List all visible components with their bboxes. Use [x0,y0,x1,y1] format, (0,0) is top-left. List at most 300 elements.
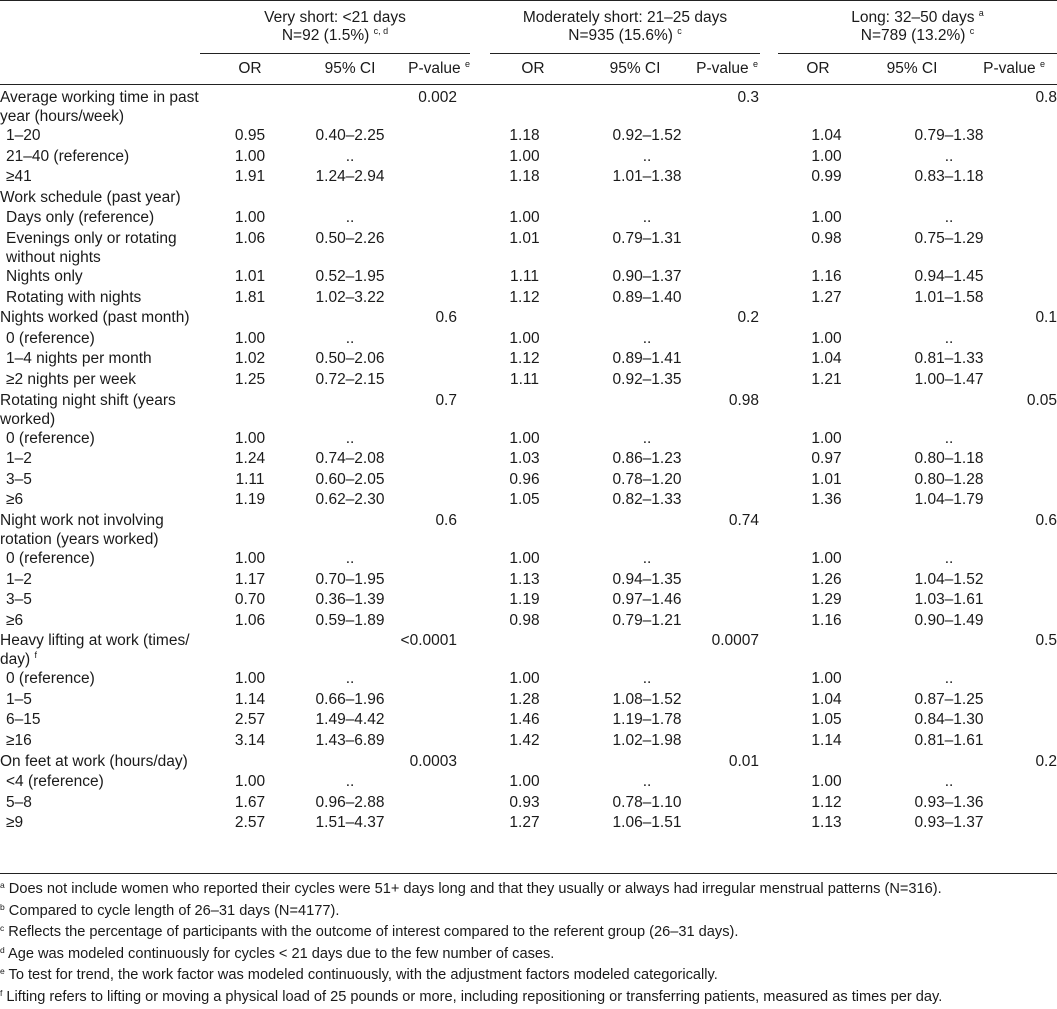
table-row [0,449,1057,470]
ci-cell: .. [944,329,954,347]
pvalue-cell [702,470,759,491]
or-cell: 1.19 [234,491,266,509]
pvalue-cell [1004,549,1057,570]
or-cell: 1.00 [234,329,266,347]
ci-cell: 1.01–1.38 [612,168,682,186]
table-row [0,470,1057,491]
ci-cell: 0.84–1.30 [914,711,984,729]
or-cell: 1.02 [234,350,266,368]
pvalue-cell [1004,167,1057,188]
group-title: Moderately short: 21–25 days [522,9,728,26]
group-title: Very short: <21 days [264,9,406,26]
ci-cell: 1.02–1.98 [612,732,682,750]
pvalue-cell [1004,611,1057,632]
pvalue-cell [400,570,457,591]
or-cell: 1.04 [811,350,842,368]
col-or: OR [806,60,830,77]
table-row [0,793,1057,814]
ci-cell [300,511,400,549]
or-cell: 1.00 [811,209,842,227]
or-cell: 1.00 [509,329,540,347]
ci-cell: 0.75–1.29 [914,229,984,247]
or-cell: 1.00 [509,670,540,688]
ci-cell: 0.86–1.23 [612,450,682,468]
or-cell: 1.05 [811,711,842,729]
or-cell [759,752,894,773]
ci-cell: .. [345,549,355,567]
ci-cell [300,752,400,773]
ci-cell: .. [944,549,954,567]
row-label: <4 (reference) [6,773,104,791]
section-label: Nights worked (past month) [0,309,190,327]
ci-cell: 0.93–1.37 [914,814,984,832]
table-section-row [0,391,1057,429]
or-cell: 0.95 [234,127,266,144]
table-section-row [0,88,1057,126]
table-row [0,229,1057,267]
pvalue-cell [702,710,759,731]
table-row [0,669,1057,690]
ci-cell [300,188,400,209]
pvalue-cell: 0.002 [418,89,457,106]
or-cell: 1.12 [509,288,540,306]
section-label: Rotating night shift (years worked) [0,391,176,428]
ci-cell: 0.79–1.21 [612,611,682,629]
row-label: 0 (reference) [6,670,95,688]
or-cell: 1.25 [234,370,266,388]
or-cell: 1.04 [811,690,842,708]
or-cell [200,308,300,329]
group-header-very-short [200,9,470,45]
table-row [0,147,1057,168]
row-label: ≥9 [6,814,24,832]
pvalue-cell [1004,126,1057,147]
footnotes [0,873,1057,1009]
ci-cell: 1.04–1.79 [914,491,984,509]
section-label: On feet at work (hours/day) [0,752,188,770]
ci-cell: .. [642,670,652,688]
ci-cell [592,188,702,209]
ci-cell: 0.50–2.26 [315,229,385,247]
or-cell: 1.14 [234,690,266,708]
ci-cell: .. [642,773,652,791]
row-label: 1–5 [6,690,32,708]
pvalue-cell [702,147,759,168]
table-row [0,267,1057,288]
or-cell: 2.57 [234,711,266,729]
ci-cell: .. [944,147,954,165]
row-label: ≥6 [6,611,24,629]
row-label: 6–15 [6,711,41,729]
pvalue-cell [400,188,457,209]
section-label: Heavy lifting at work (times/ day) $^f$ [0,632,190,669]
pvalue-cell [400,288,457,309]
ci-cell [300,308,400,329]
table-section-row [0,752,1057,773]
or-cell [200,631,300,669]
pvalue-cell [1004,470,1057,491]
or-cell: 1.21 [811,370,842,388]
pvalue-cell [702,772,759,793]
col-pvalue: P-value $^e$ [408,59,470,77]
pvalue-cell [400,710,457,731]
or-cell: 1.04 [811,127,842,144]
col-pvalue: P-value $^e$ [983,59,1045,77]
group-header-moderately-short [490,9,760,45]
col-ci: 95% CI [609,60,661,77]
or-cell [457,752,592,773]
ci-cell: 0.97–1.46 [612,591,682,609]
row-label: ≥2 nights per week [6,370,136,388]
or-cell: 1.28 [509,690,540,708]
ci-cell: 0.81–1.33 [914,350,984,368]
pvalue-cell [400,549,457,570]
pvalue-cell [1004,590,1057,611]
ci-cell [592,308,702,329]
or-cell [200,511,300,549]
ci-cell: 0.83–1.18 [914,168,984,186]
or-cell: 1.13 [509,570,540,588]
pvalue-cell [1004,349,1057,370]
or-cell: 1.00 [811,147,842,165]
pvalue-cell [400,590,457,611]
or-cell: 1.19 [509,591,540,609]
ci-cell [894,188,1004,209]
or-cell: 2.57 [234,814,266,832]
pvalue-cell: 0.5 [1035,632,1057,650]
or-cell [457,631,592,669]
or-cell: 1.05 [509,491,540,509]
or-cell: 1.17 [234,570,266,588]
pvalue-cell [702,229,759,267]
pvalue-cell [702,288,759,309]
pvalue-cell [1004,329,1057,350]
or-cell: 1.06 [234,229,266,247]
table-row [0,611,1057,632]
ci-cell: 0.94–1.45 [914,267,984,285]
pvalue-cell [1004,772,1057,793]
or-cell: 1.00 [509,429,540,447]
table-row [0,549,1057,570]
ci-cell: 0.78–1.10 [612,793,682,811]
pvalue-cell [702,208,759,229]
or-cell: 1.24 [234,450,266,468]
or-cell: 0.96 [509,470,540,488]
ci-cell: 0.87–1.25 [914,690,984,708]
ci-cell: 1.00–1.47 [914,370,984,388]
row-label: Rotating with nights [6,288,142,306]
pvalue-cell: 0.74 [728,511,759,529]
table-section-row [0,188,1057,209]
row-label: 21–40 (reference) [6,147,130,165]
pvalue-cell [1004,188,1057,209]
ci-cell: .. [345,670,355,688]
or-cell: 1.16 [811,267,842,285]
or-cell [200,391,300,429]
ci-cell: 1.06–1.51 [612,814,682,832]
pvalue-cell [702,349,759,370]
pvalue-cell [1004,288,1057,309]
ci-cell: 1.49–4.42 [315,711,385,729]
table-row [0,490,1057,511]
pvalue-cell [702,690,759,711]
table-row [0,710,1057,731]
table-row [0,813,1057,834]
ci-cell: 1.19–1.78 [612,711,682,729]
pvalue-cell [1004,429,1057,450]
or-cell: 1.06 [234,611,266,629]
or-cell: 1.01 [509,229,540,247]
pvalue-cell: 0.2 [1035,752,1057,770]
ci-cell [894,511,1004,549]
pvalue-cell [1004,669,1057,690]
footnote-d: $^d$ Age was modeled continuously for cycles < 21 days due to the few number of cases. [0,944,555,962]
or-cell: 1.00 [234,773,266,791]
ci-cell [300,391,400,429]
pvalue-cell [1004,370,1057,391]
ci-cell: 1.24–2.94 [315,168,385,186]
or-cell [759,88,894,126]
table-row [0,349,1057,370]
or-cell: 1.29 [811,591,842,609]
ci-cell: 0.82–1.33 [612,491,682,509]
table-row [0,167,1057,188]
ci-cell [894,631,1004,669]
ci-cell: 0.90–1.49 [914,611,984,629]
ci-cell: 0.62–2.30 [315,491,385,509]
pvalue-cell [702,590,759,611]
table-body [0,88,1057,834]
or-cell [200,188,300,209]
or-cell: 1.36 [811,491,842,509]
or-cell: 1.00 [811,773,842,791]
pvalue-cell [702,188,759,209]
ci-cell: 0.89–1.40 [612,288,682,306]
pvalue-cell [1004,570,1057,591]
ci-cell: 0.79–1.38 [914,127,984,144]
or-cell: 1.67 [234,793,266,811]
or-cell [457,391,592,429]
table-row [0,772,1057,793]
or-cell: 1.12 [509,350,540,368]
pvalue-cell [400,349,457,370]
ci-cell [300,631,400,669]
or-cell [457,308,592,329]
or-cell: 1.00 [234,429,266,447]
pvalue-cell: 0.7 [435,391,457,409]
or-cell: 1.11 [509,267,540,285]
pvalue-cell [702,429,759,450]
row-label: Nights only [6,267,83,285]
row-label: 1–4 nights per month [6,350,152,368]
pvalue-cell [400,731,457,752]
ci-cell [894,308,1004,329]
group-title: Long: 32–50 days $^a$ [851,8,984,26]
pvalue-cell [1004,229,1057,267]
or-cell: 1.26 [811,570,842,588]
or-cell: 1.00 [234,549,266,567]
ci-cell: 0.66–1.96 [315,690,385,708]
ci-cell [592,511,702,549]
ci-cell: 0.93–1.36 [914,793,984,811]
row-label: 3–5 [6,591,32,609]
pvalue-cell: 0.0003 [409,752,457,770]
or-cell [759,631,894,669]
or-cell [200,88,300,126]
col-or: OR [238,60,262,77]
row-label: 5–8 [6,793,32,811]
ci-cell: 1.02–3.22 [315,288,385,306]
ci-cell: .. [944,773,954,791]
pvalue-cell [400,147,457,168]
ci-cell: .. [642,549,652,567]
pvalue-cell [702,669,759,690]
or-cell: 0.99 [811,168,842,186]
col-pvalue: P-value $^e$ [696,59,758,77]
ci-cell: 0.80–1.18 [914,450,984,468]
ci-cell: .. [345,329,355,347]
or-cell: 1.00 [234,209,266,227]
table-row [0,731,1057,752]
row-label: ≥6 [6,491,24,509]
ci-cell: 0.81–1.61 [914,732,984,750]
or-cell: 1.00 [234,670,266,688]
pvalue-cell: <0.0001 [400,632,457,650]
section-label: Average working time in past year (hours/week) [0,89,199,125]
pvalue-cell [400,329,457,350]
or-cell [759,511,894,549]
or-cell: 1.16 [811,611,842,629]
pvalue-cell [400,267,457,288]
pvalue-cell [400,793,457,814]
pvalue-cell [1004,267,1057,288]
row-label: 0 (reference) [6,549,95,567]
ci-cell: 0.52–1.95 [315,267,385,285]
or-cell: 1.18 [509,168,540,186]
ci-cell [592,88,702,126]
pvalue-cell [400,429,457,450]
row-label: 1–20 [6,127,41,144]
or-cell: 1.13 [811,814,842,832]
ci-cell [894,88,1004,126]
pvalue-cell: 0.6 [435,309,457,327]
row-label: Evenings only or rotating without nights [6,229,177,266]
table-row [0,690,1057,711]
pvalue-cell [400,490,457,511]
or-cell: 3.14 [234,732,266,750]
pvalue-cell: 0.8 [1035,89,1057,106]
ci-cell: .. [944,429,954,447]
table-section-row [0,511,1057,549]
table-row [0,329,1057,350]
section-label: Work schedule (past year) [0,188,181,206]
or-cell: 1.18 [509,127,540,144]
ci-cell: 1.01–1.58 [914,288,984,306]
or-cell [200,752,300,773]
ci-cell [300,88,400,126]
ci-cell: 0.94–1.35 [612,570,682,588]
pvalue-cell [702,570,759,591]
ci-cell: .. [345,429,355,447]
pvalue-cell [400,208,457,229]
ci-cell: 0.60–2.05 [315,470,385,488]
or-cell: 1.00 [509,147,540,165]
pvalue-cell [400,690,457,711]
ci-cell: .. [642,329,652,347]
or-cell [457,188,592,209]
pvalue-cell: 0.6 [1035,511,1057,529]
pvalue-cell [1004,490,1057,511]
ci-cell: 0.80–1.28 [914,470,984,488]
or-cell: 1.00 [811,670,842,688]
group-count: N=92 (1.5%) $^{c, d}$ [281,26,389,44]
or-cell: 1.00 [509,773,540,791]
row-label: Days only (reference) [6,209,155,227]
ci-cell: 0.74–2.08 [315,450,385,468]
or-cell: 0.98 [811,229,842,247]
pvalue-cell: 0.05 [1026,391,1057,409]
ci-cell [592,752,702,773]
ci-cell: 1.43–6.89 [315,732,385,750]
or-cell: 1.00 [811,329,842,347]
pvalue-cell: 0.01 [728,752,759,770]
table-row [0,570,1057,591]
or-cell: 1.01 [811,470,842,488]
pvalue-cell [702,329,759,350]
or-cell [759,188,894,209]
or-cell: 1.00 [509,549,540,567]
pvalue-cell [400,167,457,188]
pvalue-cell: 0.1 [1035,309,1057,327]
pvalue-cell [1004,731,1057,752]
or-cell: 0.93 [509,793,540,811]
pvalue-cell [702,370,759,391]
pvalue-cell [1004,449,1057,470]
ci-cell: 1.08–1.52 [612,690,682,708]
ci-cell: .. [642,147,652,165]
row-label: ≥16 [6,732,32,750]
row-label: 0 (reference) [6,429,95,447]
pvalue-cell [702,611,759,632]
ci-cell: .. [345,147,355,165]
or-cell: 1.27 [509,814,540,832]
or-cell: 1.00 [811,429,842,447]
pvalue-cell [1004,690,1057,711]
ci-cell: 0.79–1.31 [612,229,682,247]
ci-cell [894,752,1004,773]
pvalue-cell [702,267,759,288]
table-row [0,288,1057,309]
ci-cell: 0.96–2.88 [315,793,385,811]
ci-cell: 0.78–1.20 [612,470,682,488]
ci-cell: .. [944,670,954,688]
col-ci: 95% CI [886,60,938,77]
ci-cell [592,391,702,429]
col-or: OR [521,60,545,77]
pvalue-cell [702,731,759,752]
ci-cell: 0.72–2.15 [315,370,385,388]
pvalue-cell [400,772,457,793]
pvalue-cell: 0.2 [737,309,759,327]
table-section-row [0,631,1057,669]
pvalue-cell [400,370,457,391]
pvalue-cell [400,813,457,834]
table-section-row [0,308,1057,329]
ci-cell: .. [345,773,355,791]
pvalue-cell [702,813,759,834]
pvalue-cell [702,449,759,470]
ci-cell: 0.40–2.25 [315,127,385,144]
